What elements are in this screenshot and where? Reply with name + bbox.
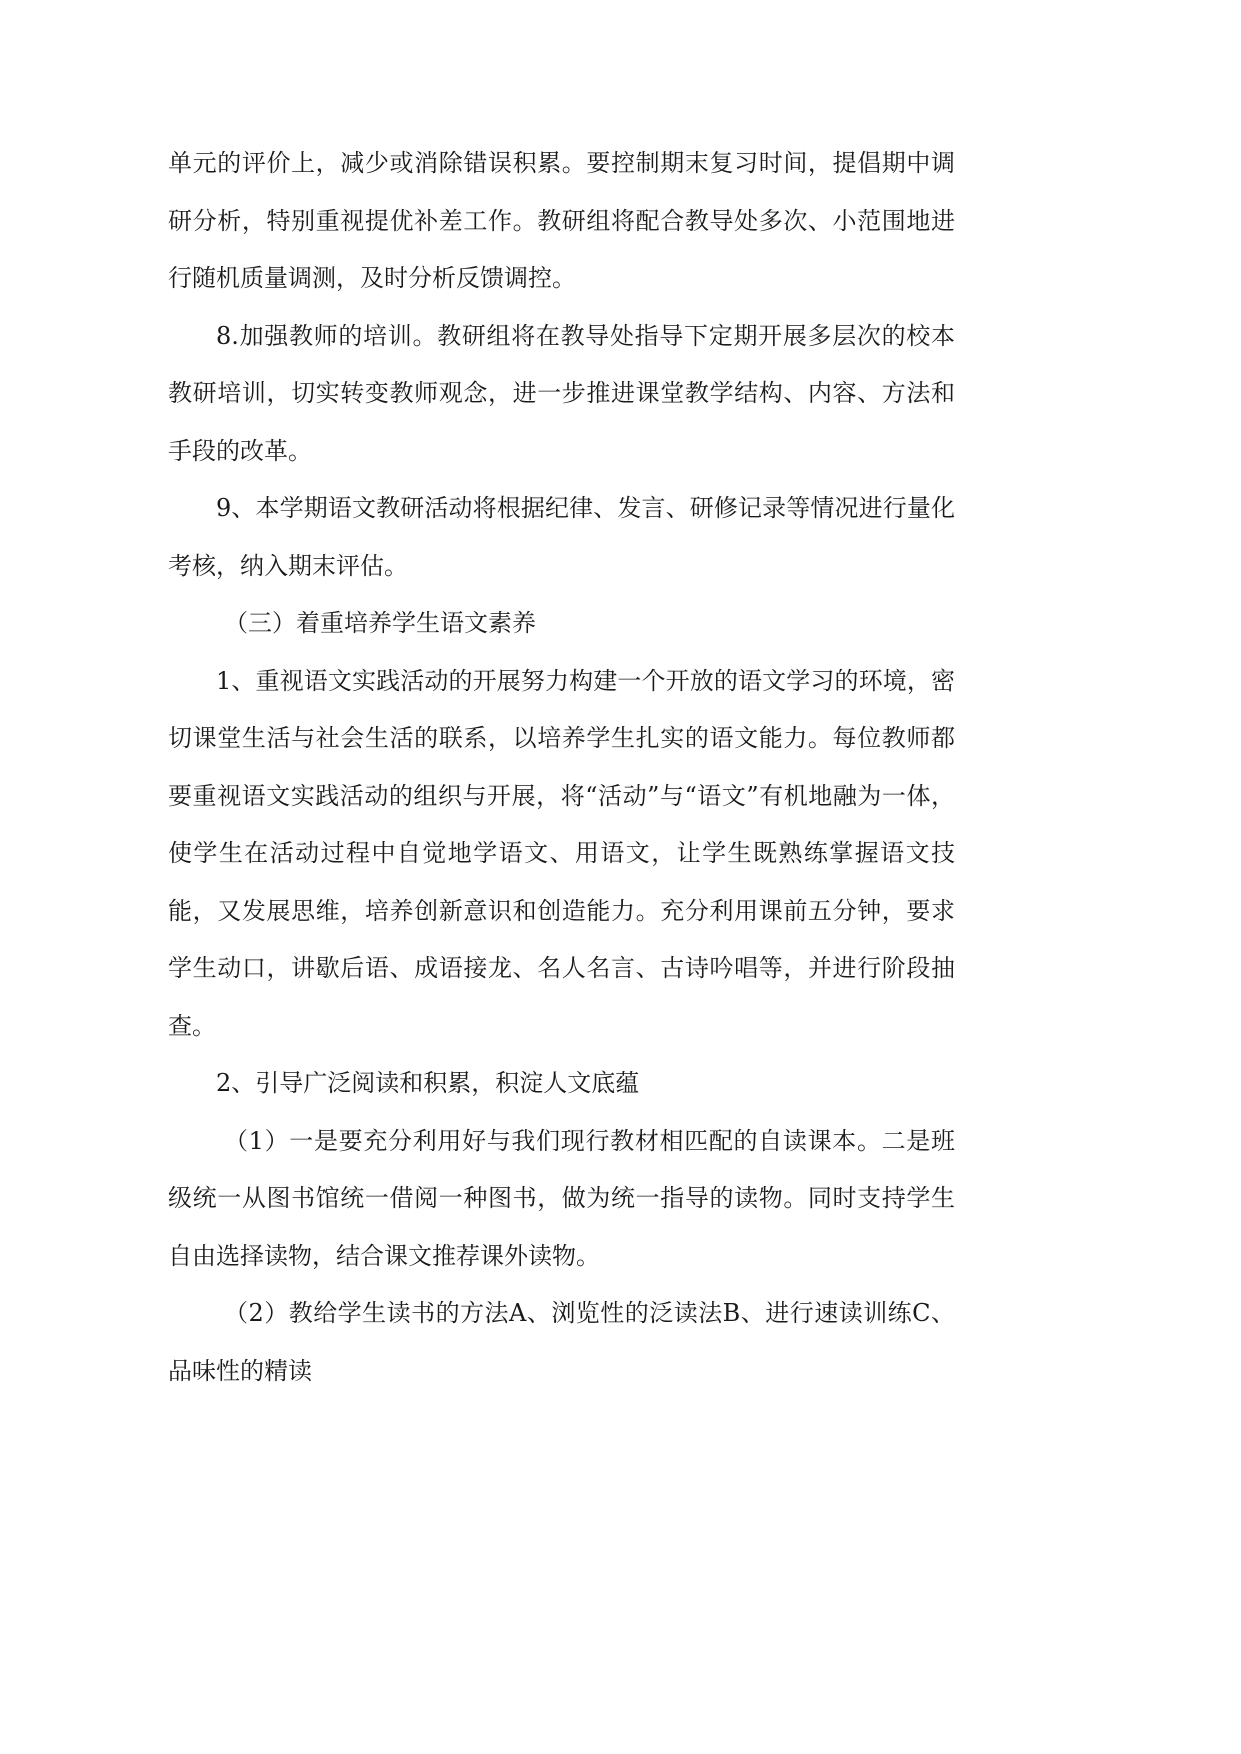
document-body xyxy=(168,135,955,1400)
paragraph-subitem-2: （2）教给学生读书的方法A、浏览性的泛读法B、进行速读训练C、品味性的精读 xyxy=(168,1299,955,1385)
paragraph-item-1: 1、重视语文实践活动的开展努力构建一个开放的语文学习的环境，密切课堂生活与社会生活的联系，以培养学生扎实的语文能力。每位教师都要重视语文实践活动的组织与开展，将“活动”与“语文”有机地融为一体，使学生在活动过程中自觉地学语文、用语文，让学生既熟练掌握语文技能，又发展思维，培养创新意识和创造能力。充分利用课前五分钟，要求学生动口，讲歇后语、成语接龙、名人名言、古诗吟唱等，并进行阶段抽查。 xyxy=(168,666,955,1040)
paragraph-item-2: 2、引导广泛阅读和积累，积淀人文底蕴 xyxy=(216,1069,640,1097)
paragraph-item-8: 8.加强教师的培训。教研组将在教导处指导下定期开展多层次的校本教研培训，切实转变教师观念，进一步推进课堂教学结构、内容、方法和手段的改革。 xyxy=(168,321,955,465)
paragraph-continuation: 单元的评价上，减少或消除错误积累。要控制期末复习时间，提倡期中调研分析，特别重视提优补差工作。教研组将配合教导处多次、小范围地进行随机质量调测，及时分析反馈调控。 xyxy=(168,149,955,292)
paragraph-item-9: 9、本学期语文教研活动将根据纪律、发言、研修记录等情况进行量化考核，纳入期末评估。 xyxy=(168,494,955,580)
paragraph-subitem-1: （1）一是要充分利用好与我们现行教材相匹配的自读课本。二是班级统一从图书馆统一借阅一种图书，做为统一指导的读物。同时支持学生自由选择读物，结合课文推荐课外读物。 xyxy=(168,1126,955,1270)
section-heading-3: （三）着重培养学生语文素养 xyxy=(224,609,536,637)
